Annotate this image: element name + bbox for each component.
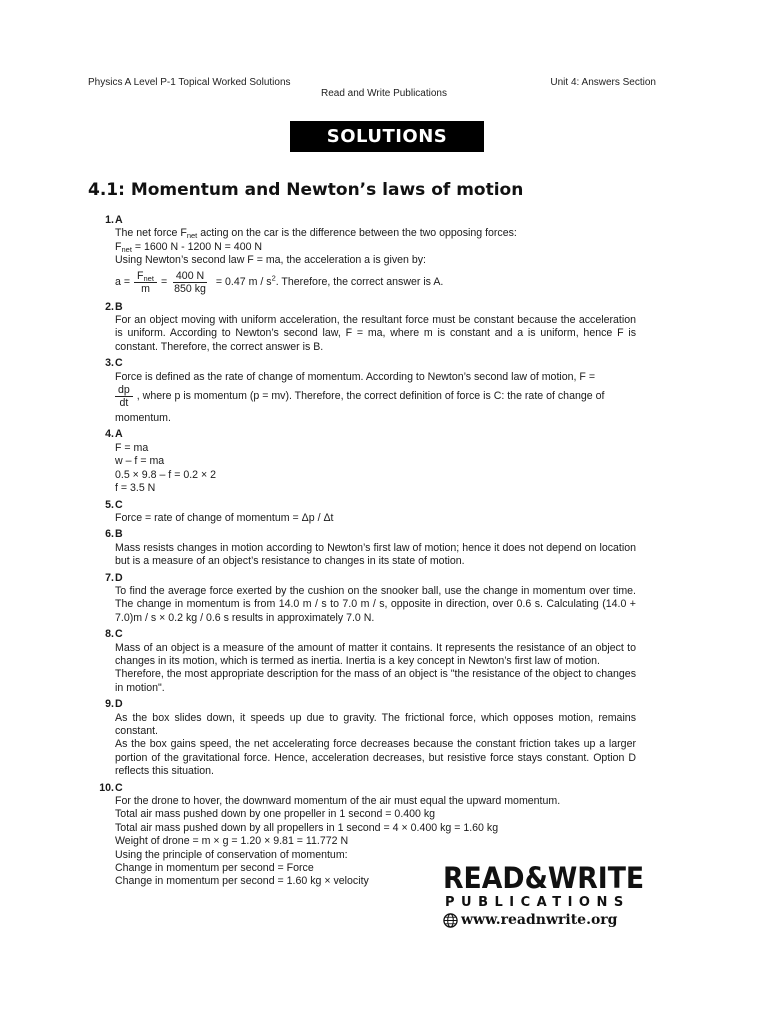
working-line: Weight of drone = m × g = 1.20 × 9.81 = 11.772 N xyxy=(115,835,349,848)
question-3 xyxy=(88,357,636,425)
explanation-line: The net force $F_{net}$ acting on the car is the difference between the two opposing forces: xyxy=(115,227,517,241)
answer-letter: C xyxy=(115,781,123,794)
question-number: 7. xyxy=(105,571,114,584)
working-line: f = 3.5 N xyxy=(115,482,156,495)
question-9 xyxy=(88,698,636,778)
working-line: 0.5 × 9.8 – f = 0.2 × 2 xyxy=(115,468,217,481)
question-6 xyxy=(88,528,636,568)
working-line: For the drone to hover, the downward momentum of the air must equal the upward momentum. xyxy=(115,795,561,808)
answer-letter: C xyxy=(115,628,123,641)
logo-website: www.readnwrite.org xyxy=(443,911,657,929)
solutions-banner: SOLUTIONS xyxy=(290,121,484,152)
question-number: 10. xyxy=(99,781,114,794)
working-line: Change in momentum per second = 1.60 kg × velocity xyxy=(115,875,369,888)
explanation-paragraph: As the box gains speed, the net accelerating force decreases because the constant friction takes up a larger portion of the gravitational force. Hence, acceleration decreases, but resistive force stays constant. Option D reflects this situation. xyxy=(115,738,636,778)
working-line: Change in momentum per second = Force xyxy=(115,862,314,875)
fraction: $\frac{F_{net}}{m}$ xyxy=(134,270,157,295)
working-line: w – f = ma xyxy=(115,455,165,468)
explanation-paragraph: Mass of an object is a measure of the amount of matter it contains. It represents the resistance of an object to changes in its motion, which is termed as inertia. Inertia is a key concept in Newton’s first law of motion. xyxy=(115,641,636,667)
question-7 xyxy=(88,572,636,626)
explanation-line: $F_{net} = 1600$ N - 1200 N = 400 N xyxy=(115,240,263,254)
question-number: 9. xyxy=(105,698,114,711)
explanation-text: For an object moving with uniform acceleration, the resultant force must be constant because the acceleration is uniform. According to Newton’s second law, F = ma, where m is constant and a is uniform, hence F is constant. Therefore, the correct answer is B. xyxy=(115,314,636,353)
answer-letter: B xyxy=(115,300,123,313)
question-number: 6. xyxy=(105,528,114,541)
question-number: 3. xyxy=(105,357,114,370)
fraction: $\frac{dp}{dt}$ xyxy=(115,384,133,409)
answer-letter: C xyxy=(115,498,123,511)
explanation-paragraph: As the box slides down, it speeds up due to gravity. The frictional force, which opposes motion, remains constant. xyxy=(115,711,636,737)
acceleration-equation: a = $\frac{F_{net}}{m}$ = $\frac{400 N}{850 kg}$ = 0.47 m / $s^2$. Therefore, the correct answer is A. xyxy=(115,270,444,296)
explanation-text: Force = rate of change of momentum = Δp / Δt xyxy=(115,511,334,524)
explanation-text: To find the average force exerted by the cushion on the snooker ball, use the change in momentum over time. The change in momentum is from 14.0 m / s to 7.0 m / s, opposite in direction, over 0.6 s. Calculating (14.0 + 7.0)m / s × 0.2 kg / 0.6 s results in approximately 7.0 N. xyxy=(115,584,636,624)
answer-letter: A xyxy=(115,214,123,226)
publisher-logo xyxy=(443,862,657,930)
question-number: 4. xyxy=(105,428,114,441)
answer-letter: D xyxy=(115,698,123,711)
working-line: Total air mass pushed down by all propellers in 1 second = 4 × 0.400 kg = 1.60 kg xyxy=(115,821,499,834)
answer-letter: B xyxy=(115,528,123,541)
explanation-paragraph: Therefore, the most appropriate description for the mass of an object is "the resistance of the object to changes in motion". xyxy=(115,668,636,694)
question-number: 5. xyxy=(105,498,114,511)
question-4 xyxy=(88,428,636,495)
question-number: 1. xyxy=(105,214,114,226)
question-list xyxy=(88,214,636,892)
question-1 xyxy=(88,214,636,298)
question-5 xyxy=(88,499,636,526)
header-right: Unit 4: Answers Section xyxy=(550,77,656,88)
explanation-line: Force is defined as the rate of change of momentum. According to Newton’s second law of motion, F = xyxy=(115,370,596,383)
question-8 xyxy=(88,628,636,695)
answer-letter: C xyxy=(115,357,123,370)
working-line: Total air mass pushed down by one propeller in 1 second = 0.400 kg xyxy=(115,808,436,821)
answer-letter: D xyxy=(115,571,123,584)
section-title: 4.1: Momentum and Newton’s laws of motion xyxy=(88,180,524,200)
header-center: Read and Write Publications xyxy=(321,88,447,99)
header-left: Physics A Level P-1 Topical Worked Solutions xyxy=(88,77,291,88)
force-definition: $\frac{dp}{dt}$ , where p is momentum (p = mv). Therefore, the correct definition of force is C: the rate of change of xyxy=(115,384,636,409)
question-number: 8. xyxy=(105,628,114,641)
question-number: 2. xyxy=(105,300,114,313)
question-2 xyxy=(88,301,636,355)
explanation-line: momentum. xyxy=(115,412,171,425)
answer-letter: A xyxy=(115,428,123,441)
fraction: $\frac{400 N}{850 kg}$ xyxy=(174,270,206,296)
explanation-text: Mass resists changes in motion according to Newton’s first law of motion; hence it does not depend on location but is a measure of an object’s resistance to changes in its state of motion. xyxy=(115,541,636,568)
explanation-line: Using Newton’s second law F = ma, the acceleration a is given by: xyxy=(115,254,427,267)
working-line: Using the principle of conservation of momentum: xyxy=(115,848,348,861)
logo-wordmark: READ&WRITE xyxy=(443,861,645,895)
globe-icon xyxy=(443,913,458,928)
working-line: F = ma xyxy=(115,441,149,454)
logo-subtitle: PUBLICATIONS xyxy=(445,895,630,910)
